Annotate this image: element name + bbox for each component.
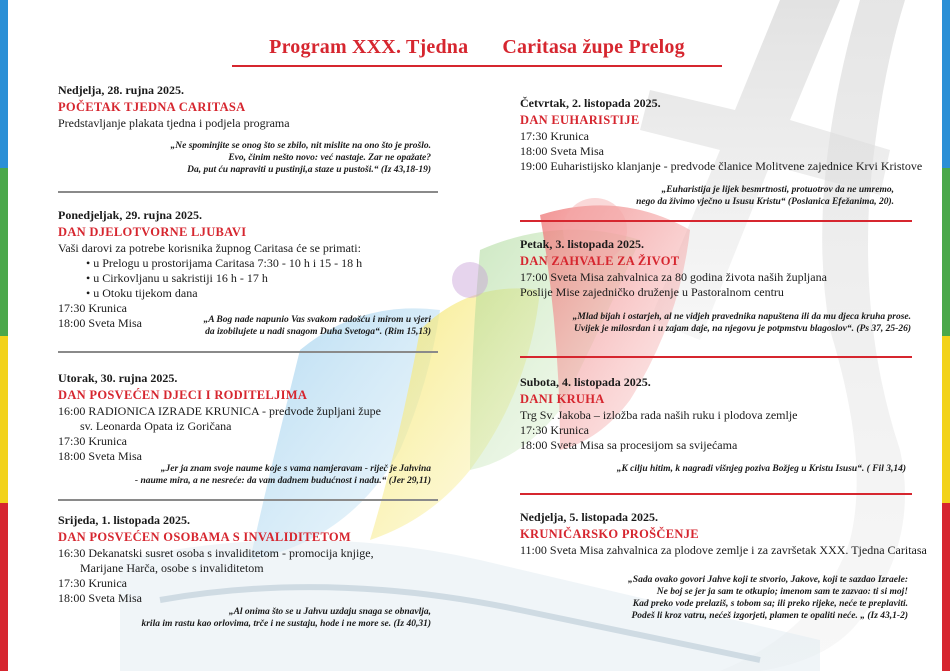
program-line: 17:30 Krunica <box>58 434 127 448</box>
day-heading: DAN POSVEĆEN OSOBAMA S INVALIDITETOM <box>58 530 352 544</box>
program-line: 17:30 Krunica <box>58 576 127 590</box>
quote-line: „Ne spominjite se onog što se zbilo, nit mislite na ono što je prošlo. <box>170 141 431 151</box>
day-block <box>520 510 930 558</box>
day-block <box>58 83 438 131</box>
quote-line: Ne boj se jer ja sam te otkupio; imenom sam te zazvao: ti si moj! <box>656 587 908 597</box>
quote-line: Kad preko vode prelaziš, s tobom sa; ili preko rijeke, neće te preplaviti. <box>632 599 908 609</box>
program-line-indented: Marijane Harča, osobe s invaliditetom <box>80 561 264 575</box>
quote-line: Da, put ću napraviti u pustinji,a staze u pustoši.“ (Iz 43,18-19) <box>187 165 431 175</box>
program-line: 16:30 Dekanatski susret osoba s invaliditetom - promocija knjige, <box>58 546 374 560</box>
quote-line: Evo, činim nešto novo: već nastaje. Zar ne opažate? <box>228 153 431 163</box>
program-line: 18:00 Sveta Misa <box>58 591 142 605</box>
program-line: Predstavljanje plakata tjedna i podjela programa <box>58 116 290 130</box>
section-divider <box>58 191 438 193</box>
day-heading: DAN DJELOTVORNE LJUBAVI <box>58 225 247 239</box>
right-color-stripe <box>942 0 950 671</box>
day-date: Nedjelja, 28. rujna 2025. <box>58 83 184 97</box>
quote-line: - naume mira, a ne nesreće: da vam dadnem budućnost i nadu.“ (Jer 29,11) <box>134 476 431 486</box>
program-line: 11:00 Sveta Misa zahvalnica za plodove zemlje i za završetak XXX. Tjedna Caritasa <box>520 543 927 557</box>
scripture-quote <box>90 463 431 487</box>
day-date: Petak, 3. listopada 2025. <box>520 237 645 251</box>
quote-line: nego da živimo vječno u Isusu Kristu“ (Poslanica Efežanima, 20). <box>636 197 894 207</box>
day-date: Nedjelja, 5. listopada 2025. <box>520 510 658 524</box>
day-block <box>520 375 920 453</box>
quote-line: „Sada ovako govori Jahve koji te stvorio, Jakove, koji te sazdao Izraele: <box>628 575 908 585</box>
program-line: 18:00 Sveta Misa <box>520 144 604 158</box>
quote-line: da izobilujete u nadi snagom Duha Svetoga“. (Rim 15,13) <box>205 327 431 337</box>
bullet-item: • u Otoku tijekom dana <box>86 286 198 300</box>
quote-line: „Mlad bijah i ostarjeh, al ne vidjeh pravednika napuštena ili da mu djeca kruha prose. <box>572 312 911 322</box>
day-block <box>58 513 438 606</box>
scripture-quote <box>60 606 431 630</box>
program-line: 17:30 Krunica <box>58 301 127 315</box>
quote-line: Podeš li kroz vatru, nećeš izgorjeti, plamen te opaliti neće. „ (Iz 43,1-2) <box>631 611 908 621</box>
scripture-quote <box>58 140 431 176</box>
title-underline <box>232 65 722 67</box>
section-divider <box>520 356 912 358</box>
day-heading: DAN EUHARISTIJE <box>520 113 640 127</box>
day-block <box>520 237 920 300</box>
day-block <box>58 208 438 331</box>
program-line: 18:00 Sveta Misa <box>58 449 142 463</box>
quote-line: „K cilju hitim, k nagradi višnjeg poziva Božjeg u Kristu Isusu“. ( Fil 3,14) <box>616 464 906 474</box>
day-heading: KRUNIČARSKO PROŠČENJE <box>520 527 699 541</box>
section-divider <box>520 220 912 222</box>
bullet-item: • u Cirkovljanu u sakristiji 16 h - 17 h <box>86 271 268 285</box>
program-line: 18:00 Sveta Misa sa procesijom sa svijećama <box>520 438 738 452</box>
day-heading: DANI KRUHA <box>520 392 605 406</box>
scripture-quote <box>600 184 894 208</box>
quote-line: Uvijek je milosrdan i u zajam daje, na njegovu je potpmstvu blagoslov“. (Ps 37, 25-26) <box>574 324 911 334</box>
scripture-quote <box>520 311 911 335</box>
day-date: Srijeda, 1. listopada 2025. <box>58 513 191 527</box>
scripture-quote <box>600 574 908 622</box>
day-heading: DAN POSVEĆEN DJECI I RODITELJIMA <box>58 388 308 402</box>
section-divider <box>58 499 438 501</box>
program-line: Poslije Mise zajedničko druženje u Pastoralnom centru <box>520 285 784 299</box>
program-line: Vaši darovi za potrebe korisnika župnog Caritasa će se primati: <box>58 241 361 255</box>
section-divider <box>520 493 912 495</box>
program-line: 18:00 Sveta Misa <box>58 316 142 330</box>
day-date: Ponedjeljak, 29. rujna 2025. <box>58 208 202 222</box>
quote-line: „A Bog nade napunio Vas svakom radošću i mirom u vjeri <box>203 315 431 325</box>
program-line: 19:00 Euharistijsko klanjanje - predvode članice Molitvene zajednice Krvi Kristove <box>520 159 923 173</box>
day-heading: POČETAK TJEDNA CARITASA <box>58 100 246 114</box>
program-line: 16:00 RADIONICA IZRADE KRUNICA - predvode župljani župe <box>58 404 381 418</box>
program-line-indented: sv. Leonarda Opata iz Goričana <box>80 419 232 433</box>
quote-line: „Euharistija je lijek besmrtnosti, protuotrov da ne umremo, <box>661 185 894 195</box>
scripture-quote <box>190 314 431 338</box>
day-block <box>520 96 923 174</box>
left-color-stripe <box>0 0 8 671</box>
day-date: Četvrtak, 2. listopada 2025. <box>520 96 661 110</box>
quote-line: krila im rastu kao orlovima, trče i ne sustaju, hode i ne more se. (Iz 40,31) <box>141 619 431 629</box>
section-divider <box>58 351 438 353</box>
program-line: 17:00 Sveta Misa zahvalnica za 80 godina života naših župljana <box>520 270 827 284</box>
page-title <box>232 36 722 59</box>
program-line: 17:30 Krunica <box>520 423 589 437</box>
day-date: Utorak, 30. rujna 2025. <box>58 371 178 385</box>
day-block <box>58 371 438 464</box>
scripture-quote <box>560 463 906 475</box>
program-line: 17:30 Krunica <box>520 129 589 143</box>
title-part-2: Caritasa župe Prelog <box>502 36 685 58</box>
bullet-item: • u Prelogu u prostorijama Caritasa 7:30 - 10 h i 15 - 18 h <box>86 256 363 270</box>
day-heading: DAN ZAHVALE ZA ŽIVOT <box>520 254 680 268</box>
day-date: Subota, 4. listopada 2025. <box>520 375 651 389</box>
quote-line: „Al onima što se u Jahvu uzdaju snaga se obnavlja, <box>228 607 431 617</box>
title-part-1: Program XXX. Tjedna <box>269 36 469 58</box>
program-line: Trg Sv. Jakoba – izložba rada naših ruku i plodova zemlje <box>520 408 798 422</box>
quote-line: „Jer ja znam svoje naume koje s vama namjeravam - riječ je Jahvina <box>160 464 431 474</box>
